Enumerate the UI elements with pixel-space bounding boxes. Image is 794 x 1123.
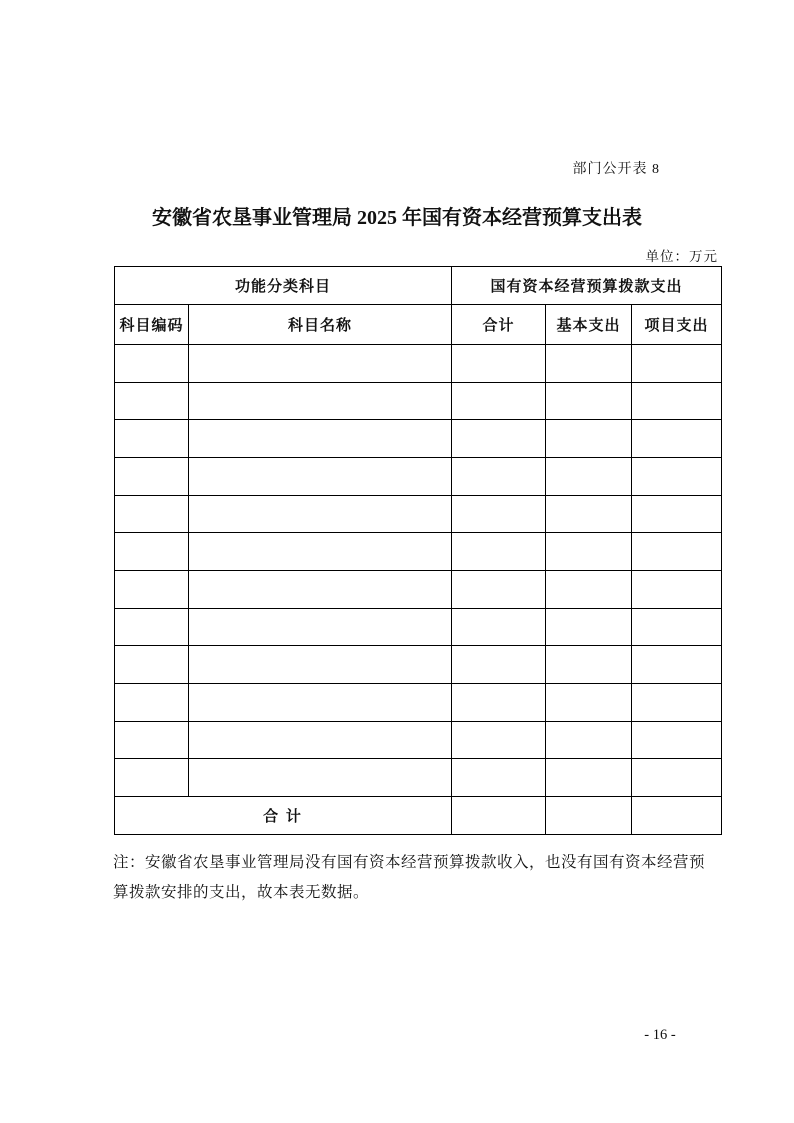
header-basic-expenditure: 基本支出 [546, 305, 632, 345]
footnote-line-1: 注：安徽省农垦事业管理局没有国有资本经营预算拨款收入，也没有国有资本经营预 [113, 854, 706, 871]
empty-cell [189, 495, 452, 533]
empty-cell [632, 570, 722, 608]
empty-cell [632, 721, 722, 759]
empty-cell [115, 345, 189, 383]
empty-cell [115, 646, 189, 684]
header-project-expenditure: 项目支出 [632, 305, 722, 345]
empty-cell [115, 570, 189, 608]
empty-cell [115, 420, 189, 458]
empty-cell [189, 683, 452, 721]
empty-data-row [115, 646, 722, 684]
empty-data-row [115, 683, 722, 721]
empty-cell [546, 646, 632, 684]
empty-cell [189, 345, 452, 383]
empty-cell [632, 345, 722, 383]
empty-cell [115, 457, 189, 495]
empty-cell [546, 608, 632, 646]
empty-cell [452, 683, 546, 721]
empty-cell [115, 759, 189, 797]
empty-cell [452, 646, 546, 684]
empty-cell [115, 608, 189, 646]
empty-cell [632, 457, 722, 495]
header-subject-name: 科目名称 [189, 305, 452, 345]
empty-cell [115, 721, 189, 759]
empty-cell [189, 759, 452, 797]
empty-cell [452, 495, 546, 533]
empty-cell [115, 683, 189, 721]
empty-data-row [115, 382, 722, 420]
empty-data-row [115, 608, 722, 646]
header-group-budget: 国有资本经营预算拨款支出 [452, 267, 722, 305]
corner-table-label: 部门公开表 8 [572, 162, 660, 177]
empty-cell [546, 345, 632, 383]
empty-cell [115, 533, 189, 571]
total-row-total-value [452, 796, 546, 834]
empty-cell [452, 457, 546, 495]
unit-label: 单位：万元 [645, 249, 718, 264]
empty-cell [452, 382, 546, 420]
page-number: - 16 - [644, 1027, 676, 1043]
empty-cell [632, 759, 722, 797]
empty-cell [546, 759, 632, 797]
empty-cell [632, 683, 722, 721]
empty-cell [546, 457, 632, 495]
empty-cell [632, 495, 722, 533]
empty-cell [632, 646, 722, 684]
empty-cell [632, 420, 722, 458]
header-subject-code: 科目编码 [115, 305, 189, 345]
header-total: 合计 [452, 305, 546, 345]
budget-table [114, 266, 722, 835]
budget-table-header [115, 267, 722, 345]
total-row-label: 合 计 [115, 796, 452, 834]
empty-data-row [115, 759, 722, 797]
header-group-row [115, 267, 722, 305]
empty-cell [452, 345, 546, 383]
empty-data-row [115, 721, 722, 759]
empty-cell [546, 683, 632, 721]
empty-cell [452, 420, 546, 458]
footnote-line-2: 算拨款安排的支出，故本表无数据。 [113, 884, 370, 901]
empty-cell [546, 420, 632, 458]
header-group-function: 功能分类科目 [115, 267, 452, 305]
empty-data-row [115, 345, 722, 383]
total-row [115, 796, 722, 834]
empty-cell [632, 533, 722, 571]
empty-cell [546, 382, 632, 420]
header-column-row [115, 305, 722, 345]
empty-data-row [115, 570, 722, 608]
empty-cell [189, 457, 452, 495]
empty-cell [452, 608, 546, 646]
empty-cell [632, 382, 722, 420]
empty-cell [452, 721, 546, 759]
page-title: 安徽省农垦事业管理局 2025 年国有资本经营预算支出表 [152, 207, 642, 229]
empty-cell [189, 570, 452, 608]
empty-cell [452, 570, 546, 608]
empty-cell [189, 608, 452, 646]
empty-cell [189, 382, 452, 420]
empty-cell [452, 533, 546, 571]
empty-cell [115, 495, 189, 533]
budget-table-footer [115, 796, 722, 834]
budget-table-body [115, 345, 722, 797]
empty-cell [189, 721, 452, 759]
empty-cell [632, 608, 722, 646]
total-row-basic-value [546, 796, 632, 834]
empty-cell [546, 570, 632, 608]
empty-cell [189, 420, 452, 458]
empty-cell [546, 533, 632, 571]
empty-data-row [115, 533, 722, 571]
empty-data-row [115, 457, 722, 495]
empty-data-row [115, 495, 722, 533]
empty-cell [189, 533, 452, 571]
empty-cell [452, 759, 546, 797]
empty-cell [115, 382, 189, 420]
empty-cell [546, 721, 632, 759]
empty-cell [546, 495, 632, 533]
empty-data-row [115, 420, 722, 458]
empty-cell [189, 646, 452, 684]
total-row-project-value [632, 796, 722, 834]
